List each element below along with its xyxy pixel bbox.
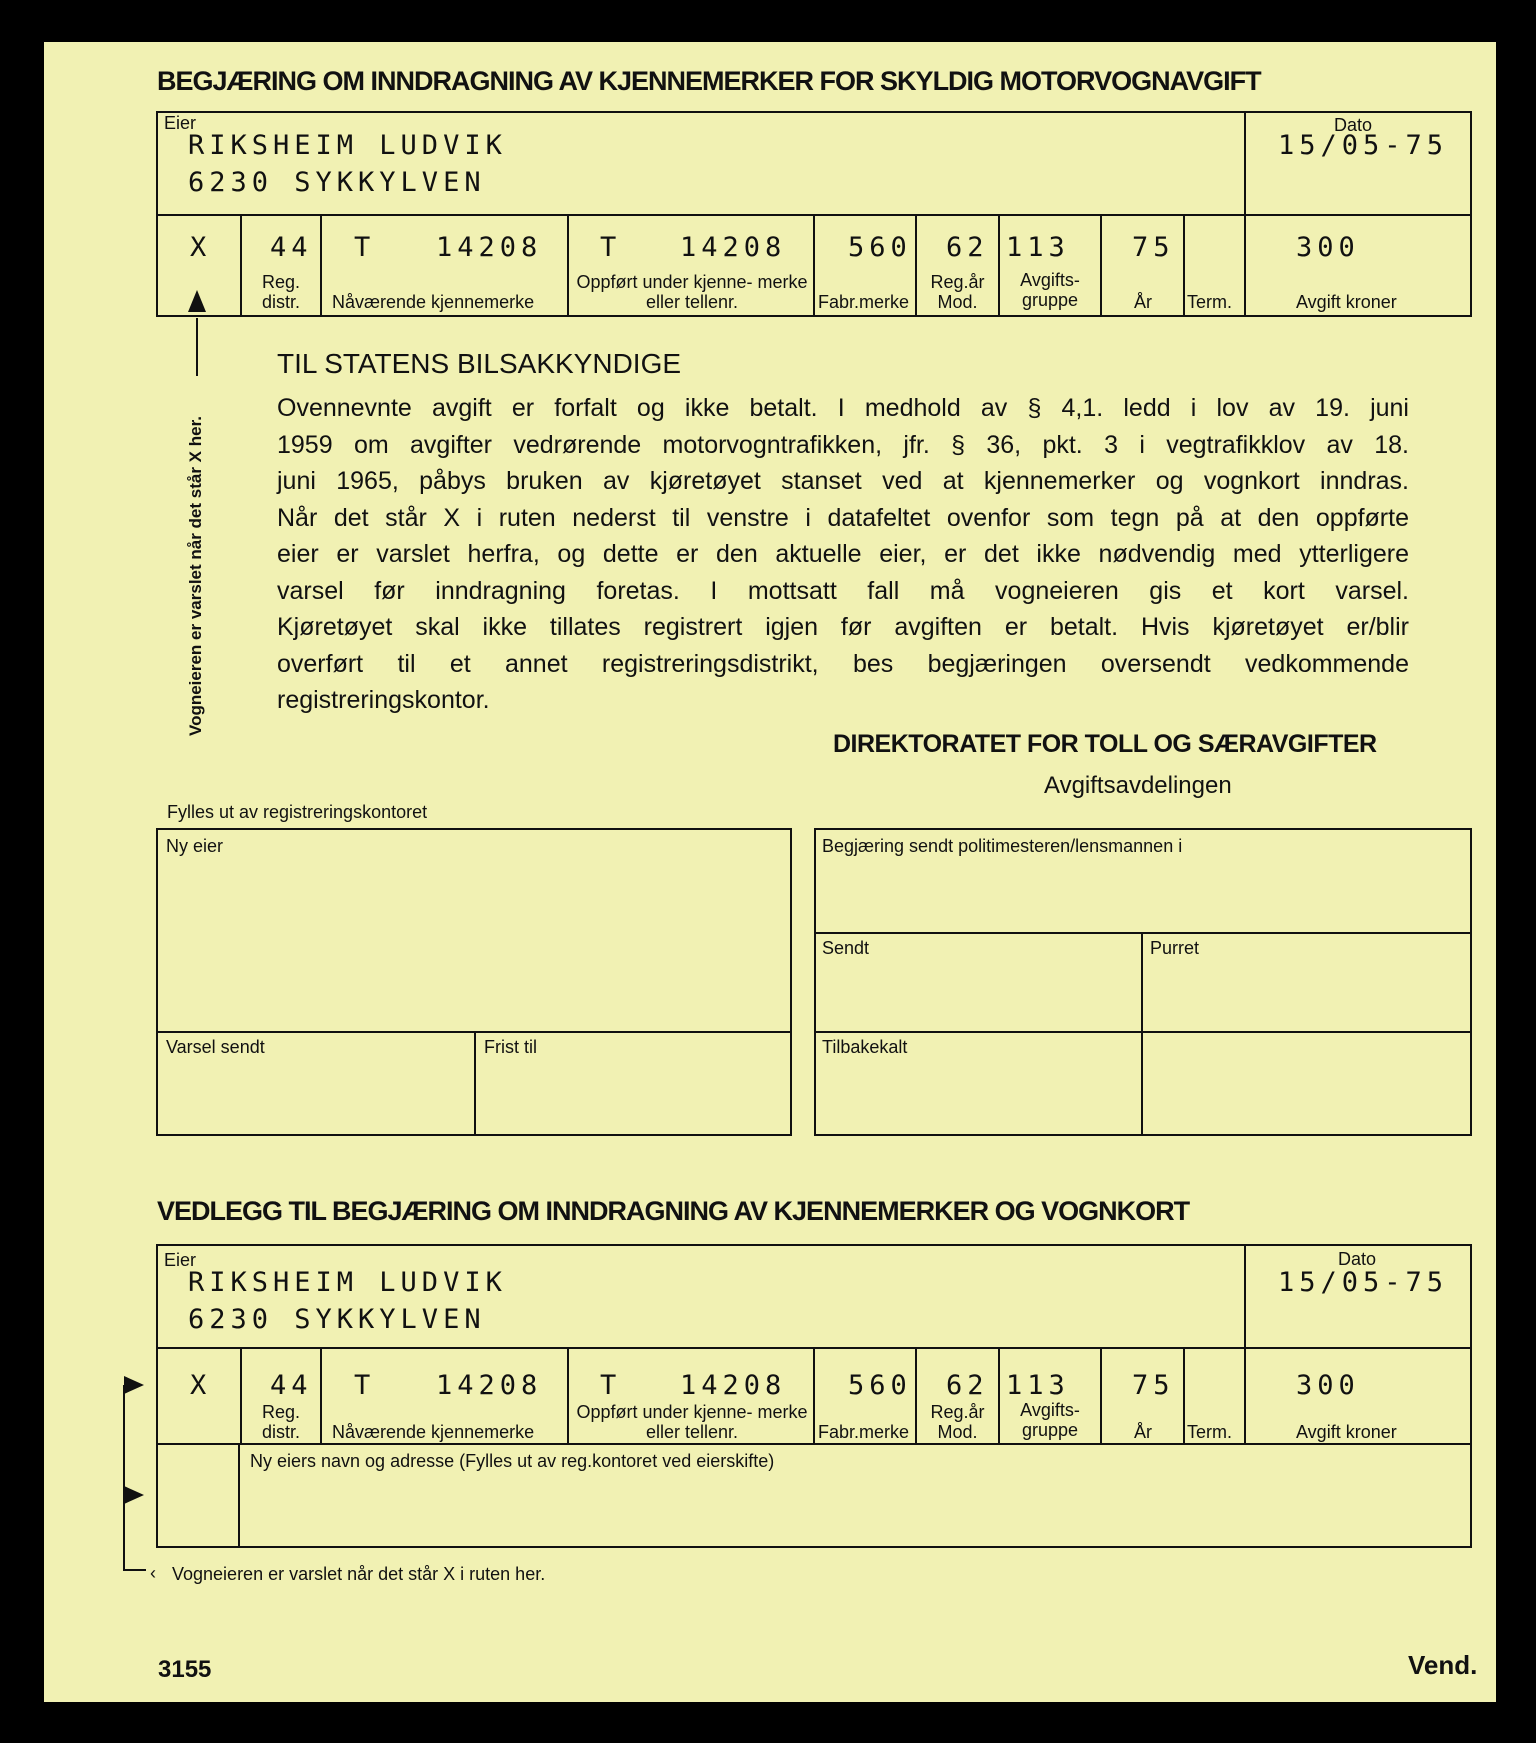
- form2-eier-label: Eier: [164, 1250, 197, 1270]
- vend-label: Vend.: [1408, 1650, 1478, 1680]
- body-line: Ovennevnte avgift er forfalt og ikke betalt. I medhold av § 4,1. ledd i lov av 19. juni: [277, 394, 1409, 422]
- form1-fill-label: Fylles ut av registreringskontoret: [167, 802, 428, 822]
- form2-owner-address: 6230 SYKKYLVEN: [188, 1304, 486, 1335]
- form1-signature-org: DIREKTORATET FOR TOLL OG SÆRAVGIFTER: [833, 730, 1377, 758]
- form1-side-text: Vogneieren er varslet når det står X her.: [186, 416, 205, 736]
- form2-avgiftsgruppe-label: Avgifts- gruppe: [1020, 1400, 1080, 1440]
- form2-title: VEDLEGG TIL BEGJÆRING OM INNDRAGNING AV KJENNEMERKER OG VOGNKORT: [157, 1196, 1190, 1226]
- form2-current-plate-num: 14208: [436, 1370, 543, 1401]
- frist-til-label[interactable]: Frist til: [484, 1037, 537, 1057]
- form2-bottom-note: Vogneieren er varslet når det står X i ruten her.: [172, 1564, 546, 1584]
- sendt-label[interactable]: Sendt: [822, 938, 870, 958]
- form1-avgiftsgruppe: 113: [1006, 232, 1070, 263]
- form2-avgift: 300: [1296, 1370, 1360, 1401]
- purret-label[interactable]: Purret: [1150, 938, 1200, 958]
- body-line: 1959 om avgifter vedrørende motorvogntrafikken, jfr. § 36, pkt. 3 i vegtrafikklov av 18.: [277, 430, 1409, 459]
- form1-listed-plate-prefix: T: [600, 232, 622, 263]
- form2-avgift-label: Avgift kroner: [1296, 1422, 1397, 1442]
- varsel-sendt-label[interactable]: Varsel sendt: [166, 1037, 265, 1057]
- form1-reg-distr: 44: [270, 232, 313, 263]
- form2-dato-value: 15/05-75: [1278, 1267, 1449, 1298]
- form-number: 3155: [158, 1656, 212, 1683]
- form1-current-plate-num: 14208: [436, 232, 543, 263]
- form2-fabr-label: Fabr.merke: [818, 1422, 910, 1442]
- form2-reg-distr: 44: [270, 1370, 313, 1401]
- form1-listed-plate-num: 14208: [680, 232, 787, 263]
- form2-regar: 62: [946, 1370, 989, 1401]
- form1-heading: TIL STATENS BILSAKKYNDIGE: [277, 348, 682, 379]
- ny-eier-label[interactable]: Ny eier: [166, 836, 224, 856]
- form1-ar: 75: [1132, 232, 1175, 263]
- form2-term-label: Term.: [1187, 1422, 1232, 1442]
- body-line: Når det står X i ruten nederst til venstre i datafeltet ovenfor som tegn på at den oppførte: [277, 503, 1409, 532]
- form2-reg-distr-label: Reg. distr.: [261, 1402, 301, 1442]
- form1-avgift-label: Avgift kroner: [1296, 292, 1397, 312]
- form1-regar-label: Reg.år Mod.: [930, 272, 985, 312]
- form1-dato-value: 15/05-75: [1278, 130, 1449, 161]
- form1-dato-label: Dato: [1334, 115, 1373, 135]
- body-line: Kjøretøyet skal ikke tillates registrert igjen før avgiften er betalt. Hvis kjøretøyet er/blir: [277, 613, 1409, 641]
- bracket-arrows-icon: [114, 1370, 148, 1580]
- form1-term-label: Term.: [1187, 292, 1232, 312]
- form1-reg-distr-label: Reg. distr.: [261, 272, 301, 312]
- form2-fabr: 560: [848, 1370, 912, 1401]
- up-arrow-icon: [188, 290, 206, 314]
- body-line: overført til et annet registreringsdistrikt, bes begjæringen oversendt vedkommende: [277, 649, 1409, 678]
- form1-owner-address: 6230 SYKKYLVEN: [188, 167, 486, 198]
- form1-fabr-label: Fabr.merke: [818, 292, 910, 312]
- form1-avgift: 300: [1296, 232, 1360, 263]
- tilbakekalt-label[interactable]: Tilbakekalt: [822, 1037, 908, 1057]
- body-line: varsel før inndragning foretas. I mottsatt fall må vogneieren gis et kort varsel.: [277, 576, 1409, 605]
- form2-current-plate-prefix: T: [354, 1370, 376, 1401]
- form2-new-owner-label[interactable]: Ny eiers navn og adresse (Fylles ut av reg.kontoret ved eierskifte): [250, 1451, 775, 1471]
- left-arrow-icon: ‹: [150, 1563, 156, 1583]
- form1-title: BEGJÆRING OM INNDRAGNING AV KJENNEMERKER FOR SKYLDIG MOTORVOGNAVGIFT: [157, 66, 1261, 96]
- form1-current-plate-label: Nåværende kjennemerke: [332, 292, 535, 312]
- body-line: eier er varslet herfra, og dette er den aktuelle eier, er det ikke nødvendig med ytterligere: [277, 540, 1409, 568]
- form1-current-plate-prefix: T: [354, 232, 376, 263]
- form1-eier-label: Eier: [164, 113, 197, 133]
- form2-listed-plate-label: Oppført under kjenne- merke eller tellenr.: [576, 1402, 808, 1442]
- body-line: registreringskontor.: [277, 686, 490, 714]
- form2-current-plate-label: Nåværende kjennemerke: [332, 1422, 535, 1442]
- form1-owner-name: RIKSHEIM LUDVIK: [188, 130, 507, 161]
- form1-ar-label: År: [1134, 292, 1152, 312]
- form1-signature-dept: Avgiftsavdelingen: [1044, 772, 1232, 799]
- form1-body: [277, 390, 1409, 719]
- form2-avgiftsgruppe: 113: [1006, 1370, 1070, 1401]
- form1-fabr: 560: [848, 232, 912, 263]
- begjaering-box: [814, 828, 1472, 1136]
- form2-listed-plate-prefix: T: [600, 1370, 622, 1401]
- form1-x-mark: X: [190, 232, 212, 263]
- form2-dato-label: Dato: [1338, 1249, 1377, 1269]
- form1-regar: 62: [946, 232, 989, 263]
- form2-owner-name: RIKSHEIM LUDVIK: [188, 1267, 507, 1298]
- body-line: juni 1965, påbys bruken av kjøretøyet stanset ved at kjennemerker og vognkort inndras.: [277, 467, 1409, 495]
- form1-listed-plate-label: Oppført under kjenne- merke eller tellenr.: [576, 272, 808, 312]
- form2-regar-label: Reg.år Mod.: [930, 1402, 985, 1442]
- form2-ar: 75: [1132, 1370, 1175, 1401]
- begjaering-sendt-label[interactable]: Begjæring sendt politimesteren/lensmannen i: [822, 836, 1183, 856]
- form1-avgiftsgruppe-label: Avgifts- gruppe: [1020, 270, 1080, 310]
- form2-ar-label: År: [1134, 1422, 1152, 1442]
- form2-listed-plate-num: 14208: [680, 1370, 787, 1401]
- form2-x-mark: X: [190, 1370, 212, 1401]
